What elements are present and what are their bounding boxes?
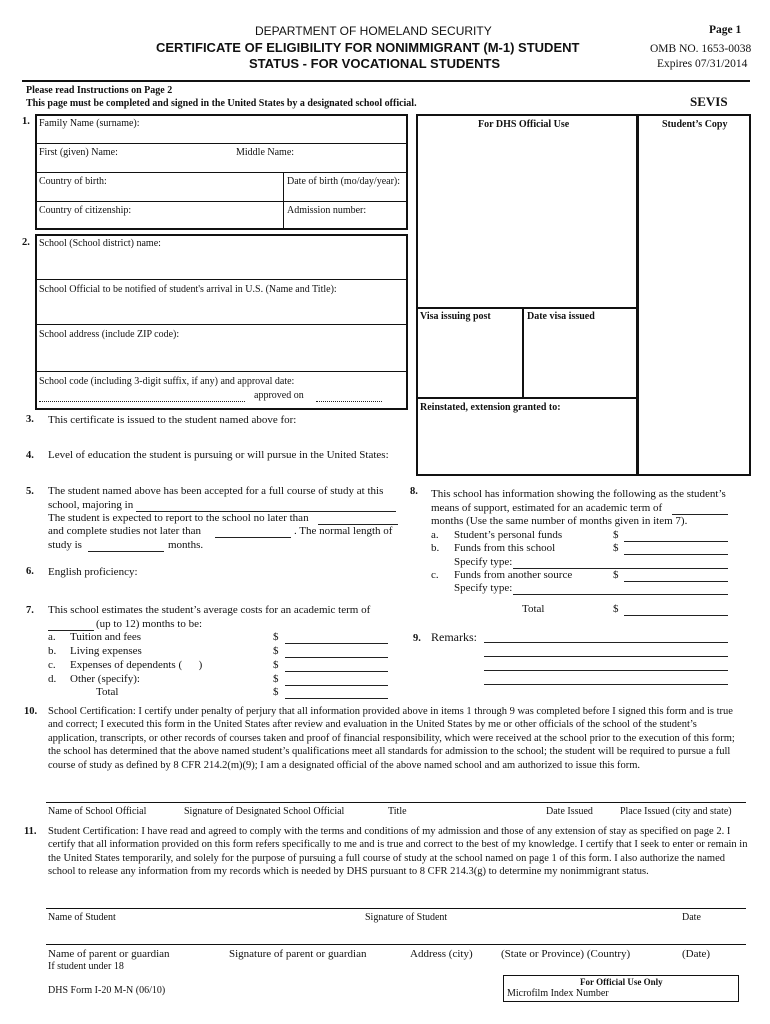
item10-number: 10. [24,706,38,717]
support-c-label: Funds from another source [454,569,573,581]
item5-line5b: months. [168,539,204,551]
item5-line1: The student named above has been accepted for a full course of study at this [48,485,384,497]
student-certification-text: Student Certification: I have read and agreed to comply with the terms and conditions of my admission and those of any extension of stay as specified on page 2. I certify that all information provided on this form refers specifically to me and is true and correct to the best of my knowledge. I certify that I seek to enter or remain in the United States temporarily, and solely for the purpose of pursuing a full course of study at the school named on page 1 of this form. I also authorize the named school to release any information from my records which is needed by DHS pursuant to 8 CFR 214.3(g) to determine my nonimmigrant status. [48,826,748,878]
dhs-official-use-box [416,114,638,476]
item8-number: 8. [410,486,418,497]
dollar-sign: $ [273,631,279,643]
item7-line1: This school estimates the student’s average costs for an academic term of [48,604,371,616]
item8-line1: This school has information showing the following as the student’s [431,488,726,500]
guardian-name-label: Name of parent or guardian [48,948,170,960]
dollar-sign: $ [613,542,619,554]
item8-line3: months (Use the same number of months given in item 7). [431,515,688,527]
cost-row-letter: b. [48,645,57,657]
item2-number: 2. [22,237,30,248]
student-name-label: Name of Student [48,912,116,923]
expiration-date: Expires 07/31/2014 [657,58,748,70]
item5-line3: The student is expected to report to the school no later than [48,512,309,524]
student-signature-label: Signature of Student [365,912,448,923]
school-funds-blank[interactable] [624,554,728,555]
if-under-18-label: If student under 18 [48,961,124,972]
specify-type-label: Specify type: [454,556,513,568]
complete-date-blank[interactable] [215,537,291,538]
tuition-amount-blank[interactable] [285,643,388,644]
living-expenses-blank[interactable] [285,657,388,658]
support-b-label: Funds from this school [454,542,556,554]
student-date-label: Date [682,912,701,923]
other-expenses-blank[interactable] [285,685,388,686]
dollar-sign: $ [273,645,279,657]
dollar-sign: $ [613,603,619,615]
school-official-signature-label: Signature of Designated School Official [184,806,345,817]
item5-number: 5. [26,486,34,497]
item3-number: 3. [26,414,34,425]
students-copy-label: Student’s Copy [662,119,728,130]
dollar-sign: $ [273,673,279,685]
item5-line2: school, majoring in [48,499,134,511]
reinstated-label: Reinstated, extension granted to: [420,402,561,413]
item3-text: This certificate is issued to the student named above for: [48,414,297,426]
remarks-line[interactable] [484,670,728,671]
cost-row-label: Tuition and fees [70,631,142,643]
item7-number: 7. [26,605,34,616]
country-of-citizenship-field[interactable]: Country of citizenship: [39,205,132,216]
country-of-birth-field[interactable]: Country of birth: [39,176,107,187]
remarks-line[interactable] [484,684,728,685]
instructions-line2: This page must be completed and signed in the United States by a designated school official. [26,98,417,109]
support-total-blank[interactable] [624,615,728,616]
middle-name-field[interactable]: Middle Name: [236,147,295,158]
approval-date-blank[interactable] [316,401,382,402]
item5-line4a: and complete studies not later than [48,525,202,537]
dollar-sign: $ [613,569,619,581]
school-official-title-label: Title [388,806,407,817]
place-issued-label: Place Issued (city and state) [620,806,732,817]
agency-name: DEPARTMENT OF HOMELAND SECURITY [255,24,492,38]
item4-number: 4. [26,450,34,461]
date-visa-issued-label: Date visa issued [527,311,595,322]
students-copy-box [637,114,751,476]
student-signature-line[interactable] [46,908,746,909]
remarks-line[interactable] [484,642,728,643]
page-number: Page 1 [709,24,742,36]
header-divider [22,80,750,82]
school-official-name-label: Name of School Official [48,806,147,817]
costs-total-blank[interactable] [285,698,388,699]
specify-type-label: Specify type: [454,582,513,594]
guardian-address-label: Address (city) [410,948,473,960]
guardian-date-label: (Date) [682,948,711,960]
cost-row-label: Living expenses [70,645,142,657]
cost-row-label: Expenses of dependents ( ) [70,659,203,671]
instructions-line1: Please read Instructions on Page 2 [26,85,173,96]
official-use-only-label: For Official Use Only [580,977,663,987]
date-of-birth-field[interactable]: Date of birth (mo/day/year): [287,176,401,187]
school-signature-line[interactable] [46,802,746,803]
dhs-official-use-label: For DHS Official Use [478,119,570,130]
support-a-label: Student’s personal funds [454,529,563,541]
first-name-field[interactable]: First (given) Name: [39,147,118,158]
item1-number: 1. [22,116,30,127]
support-c-letter: c. [431,569,439,581]
cost-row-letter: d. [48,673,57,685]
school-name-field[interactable]: School (School district) name: [39,238,161,249]
study-length-blank[interactable] [88,551,164,552]
support-a-letter: a. [431,529,439,541]
visa-issuing-post-label: Visa issuing post [420,311,491,322]
school-address-field[interactable]: School address (include ZIP code): [39,329,180,340]
school-official-field[interactable]: School Official to be notified of student's arrival in U.S. (Name and Title): [39,284,337,295]
guardian-state-label: (State or Province) (Country) [501,948,631,960]
other-source-type-blank[interactable] [513,594,728,595]
other-source-funds-blank[interactable] [624,581,728,582]
form-title-line2: STATUS - FOR VOCATIONAL STUDENTS [249,56,501,71]
guardian-signature-label: Signature of parent or guardian [229,948,367,960]
school-code-field[interactable]: School code (including 3-digit suffix, if any) and approval date: [39,376,295,387]
sevis-label: SEVIS [690,94,728,109]
item6-text: English proficiency: [48,566,138,578]
item5-line5a: study is [48,539,82,551]
item4-text: Level of education the student is pursuing or will pursue in the United States: [48,449,389,461]
item8-line2: means of support, estimated for an academic term of [431,502,663,514]
item7-line2: (up to 12) months to be: [96,618,203,630]
dependents-expenses-blank[interactable] [285,671,388,672]
family-name-field[interactable]: Family Name (surname): [39,118,140,129]
cost-total-label: Total [96,686,119,698]
dollar-sign: $ [273,686,279,698]
cost-row-label: Other (specify): [70,673,140,685]
support-total-label: Total [522,603,545,615]
admission-number-field[interactable]: Admission number: [287,205,367,216]
cost-row-letter: a. [48,631,56,643]
omb-number: OMB NO. 1653-0038 [650,43,752,55]
school-code-blank[interactable] [39,401,245,402]
school-certification-text: School Certification: I certify under penalty of perjury that all information provided above in items 1 through 9 was completed before I signed this form and is true and correct; I executed this form in the United States after review and evaluation in the United States by me or other officials of the school of the student’s application, transcripts, or other records of courses taken and proof of financial responsibility, which were received at the school prior to the execution of this form; the school has determined that the above named student’s qualifications meet all standards for admission to the school; the student will be required to pursue a full course of study as defined by 8 CFR 214.2(m)(9); I am a designated official of the above named school and am authorized to issue this form. [48,706,735,771]
approved-on-label: approved on [254,390,304,401]
microfilm-index-field[interactable]: Microfilm Index Number [507,988,609,999]
date-issued-label: Date Issued [546,806,593,817]
form-identifier: DHS Form I-20 M-N (06/10) [48,985,166,996]
personal-funds-blank[interactable] [624,541,728,542]
dollar-sign: $ [273,659,279,671]
form-title-line1: CERTIFICATE OF ELIGIBILITY FOR NONIMMIGRANT (M-1) STUDENT [156,40,580,55]
item9-number: 9. [413,633,421,644]
support-b-letter: b. [431,542,440,554]
remarks-label: Remarks: [431,630,477,644]
guardian-signature-line[interactable] [46,944,746,945]
cost-row-letter: c. [48,659,56,671]
item11-number: 11. [24,826,37,837]
item5-line4b: . The normal length of [294,525,393,537]
dollar-sign: $ [613,529,619,541]
item6-number: 6. [26,566,34,577]
remarks-line[interactable] [484,656,728,657]
